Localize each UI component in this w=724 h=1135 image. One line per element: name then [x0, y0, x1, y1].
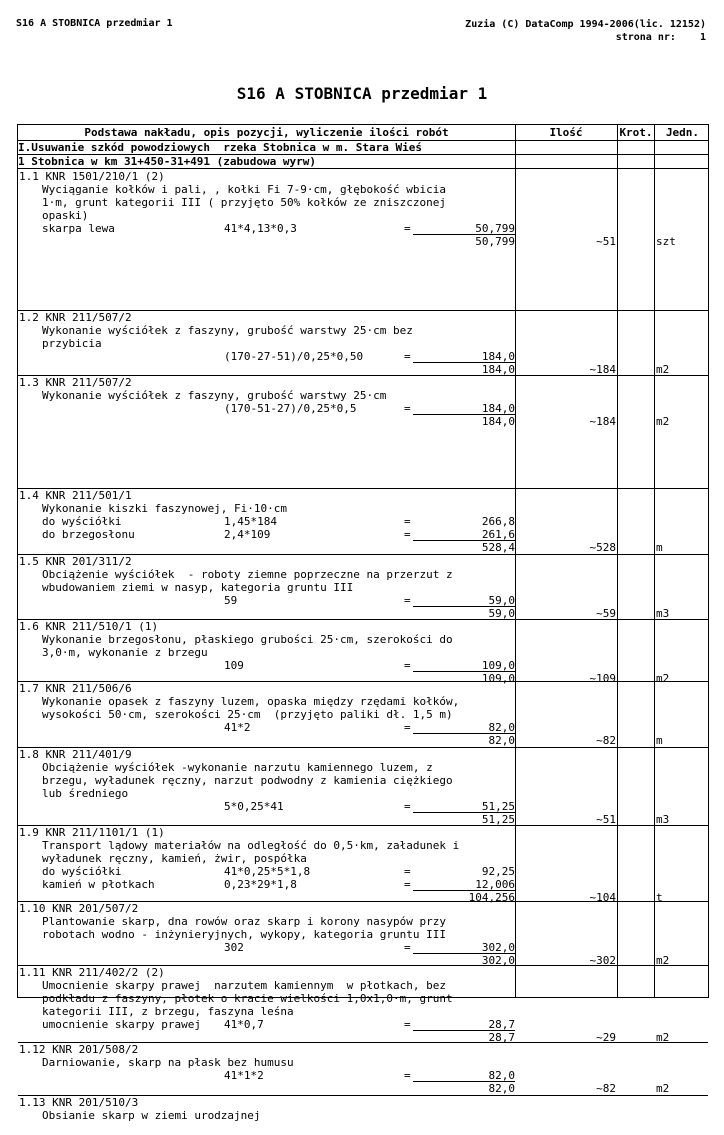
calc-label: do brzegosłonu [42, 528, 135, 541]
item-unit: m [656, 541, 663, 554]
calc-value: 92,25 [481, 865, 515, 878]
item-description: Wykonanie brzegosłonu, płaskiego grubości 25·cm, szerokości do 3,0·m, wykonanie z brzegu [42, 633, 453, 659]
item-quantity: ~104 [589, 891, 616, 904]
item-total: 104,256 [468, 891, 515, 904]
calc-value: 28,7 [488, 1018, 515, 1031]
table-row [18, 1042, 708, 1095]
calc-equals: = [404, 515, 411, 528]
item-quantity: ~59 [596, 607, 616, 620]
item-number: 1.2 KNR 211/507/2 [19, 311, 132, 324]
calc-expression: 59 [224, 594, 238, 607]
item-unit: m [656, 734, 663, 747]
calc-equals: = [404, 865, 411, 878]
item-quantity: ~109 [589, 672, 616, 685]
calc-equals: = [404, 1069, 411, 1082]
item-description: Wykonanie opasek z faszyny luzem, opaska między rzędami kołków, wysokości 50·cm, szerokości 25·cm (przyjęto paliki dł. 1,5 m) [42, 695, 460, 721]
calc-equals: = [404, 941, 411, 954]
item-number: 1.3 KNR 211/507/2 [19, 376, 132, 389]
table-row [18, 965, 708, 1042]
calc-value: 51,25 [481, 800, 515, 813]
item-unit: t [656, 891, 663, 904]
item-quantity: ~184 [589, 415, 616, 428]
item-unit: m2 [656, 954, 670, 967]
item-total: 302,0 [481, 954, 515, 967]
item-description: Wykonanie wyściółek z faszyny, grubość warstwy 25·cm bez przybicia [42, 324, 413, 350]
calc-equals: = [404, 594, 411, 607]
item-number: 1.5 KNR 201/311/2 [19, 555, 132, 568]
calc-value: 82,0 [488, 721, 515, 734]
item-number: 1.11 KNR 211/402/2 (2) [19, 966, 165, 979]
calc-expression: 41*4,13*0,3 [224, 222, 297, 235]
item-description: Wykonanie kiszki faszynowej, Fi·10·cm [42, 502, 288, 515]
calc-equals: = [404, 402, 411, 415]
item-number: 1.9 KNR 211/1101/1 (1) [19, 826, 165, 839]
calculation-line [18, 865, 515, 878]
item-quantity: ~184 [589, 363, 616, 376]
calc-equals: = [404, 222, 411, 235]
calc-equals: = [404, 800, 411, 813]
calc-equals: = [404, 528, 411, 541]
calc-expression: 1,45*184 [224, 515, 277, 528]
item-description: Obciążenie wyściółek - roboty ziemne poprzeczne na przerzut z wbudowaniem ziemi w nasyp, kategoria gruntu III [42, 568, 453, 594]
item-total: 184,0 [481, 415, 515, 428]
item-quantity: ~302 [589, 954, 616, 967]
calc-label: do wyściółki [42, 515, 122, 528]
item-quantity: ~51 [596, 813, 616, 826]
calc-value: 59,0 [488, 594, 515, 607]
item-unit: m3 [656, 813, 670, 826]
item-unit: m3 [656, 607, 670, 620]
item-unit: szt [656, 235, 676, 248]
item-total: 28,7 [488, 1031, 515, 1044]
item-unit: m2 [656, 1031, 670, 1044]
item-description: Darniowanie, skarp na płask bez humusu [42, 1056, 294, 1069]
item-description: Obsianie skarp w ziemi urodzajnej [42, 1109, 261, 1122]
table-row [18, 375, 708, 428]
item-description: Umocnienie skarpy prawej narzutem kamiennym w płotkach, bez podkładu z faszyny, płotek o kracie wielkości 1,0x1,0·m, grunt kategorii III, z brzegu, faszyna leśna [42, 979, 453, 1018]
calc-equals: = [404, 721, 411, 734]
item-description: Wykonanie wyściółek z faszyny, grubość warstwy 25·cm [42, 389, 387, 402]
table-row [18, 1095, 708, 1135]
item-number: 1.6 KNR 211/510/1 (1) [19, 620, 159, 633]
calc-value: 12,006 [475, 878, 515, 891]
item-total: 109,0 [481, 672, 515, 685]
item-quantity: ~82 [596, 734, 616, 747]
calc-label: umocnienie skarpy prawej [42, 1018, 201, 1031]
item-total: 82,0 [488, 1082, 515, 1095]
item-unit: m2 [656, 1082, 670, 1095]
item-unit: m2 [656, 415, 670, 428]
section-heading: I.Usuwanie szkód powodziowych rzeka Stobnica w m. Stara Wieś [18, 141, 422, 154]
calc-value: 261,6 [481, 528, 515, 541]
calc-expression: 41*0,25*5*1,8 [224, 865, 311, 878]
calc-expression: 41*2 [224, 721, 251, 734]
item-description: Plantowanie skarp, dna rowów oraz skarp i korony nasypów przy robotach wodno - inżynieryjnych, wykopy, kategoria gruntu III [42, 915, 446, 941]
calc-value: 82,0 [488, 1069, 515, 1082]
calc-equals: = [404, 659, 411, 672]
item-total: 184,0 [481, 363, 515, 376]
calc-label: kamień w płotkach [42, 878, 155, 891]
table-row [18, 619, 708, 685]
item-description: Wyciąganie kołków i pali, , kołki Fi 7-9·cm, głębokość wbicia 1·m, grunt kategorii III ( przyjęto 50% kołków ze zniszczonej opaski) [42, 183, 446, 222]
calc-value: 184,0 [481, 402, 515, 415]
calc-equals: = [404, 1018, 411, 1031]
item-number: 1.4 KNR 211/501/1 [19, 489, 132, 502]
calc-value: 184,0 [481, 350, 515, 363]
calc-equals: = [404, 350, 411, 363]
license-info: Zuzia (C) DataComp 1994-2006(lic. 12152) [465, 19, 706, 30]
calc-value: 266,8 [481, 515, 515, 528]
item-total: 82,0 [488, 734, 515, 747]
table-row [18, 488, 708, 554]
calc-expression: 0,23*29*1,8 [224, 878, 297, 891]
item-description: Transport lądowy materiałów na odległość do 0,5·km, załadunek i wyładunek ręczny, kamień, żwir, pospółka [42, 839, 460, 865]
item-unit: m2 [656, 363, 670, 376]
item-number: 1.1 KNR 1501/210/1 (2) [19, 170, 165, 183]
column-header-unit: Jedn. [665, 126, 700, 139]
subsection-heading: 1 Stobnica w km 31+450-31+491 (zabudowa wyrw) [18, 155, 317, 168]
item-description: Obciążenie wyściółek -wykonanie narzutu kamiennego luzem, z brzegu, wyładunek ręczny, narzut podwodny z kamienia ciężkiego lub średniego [42, 761, 453, 800]
item-total: 51,25 [481, 813, 515, 826]
calc-value: 50,799 [475, 222, 515, 235]
item-number: 1.10 KNR 201/507/2 [19, 902, 139, 915]
column-header-krot: Krot. [619, 126, 653, 139]
column-header-description: Podstawa nakładu, opis pozycji, wyliczenie ilości robót [84, 126, 449, 139]
table-row [18, 825, 708, 904]
table-row [18, 169, 708, 310]
calc-expression: 109 [224, 659, 244, 672]
calc-value: 109,0 [481, 659, 515, 672]
item-total: 50,799 [475, 235, 515, 248]
calc-expression: 41*0,7 [224, 1018, 264, 1031]
page-number: strona nr: 1 [615, 32, 706, 43]
item-number: 1.8 KNR 211/401/9 [19, 748, 132, 761]
document-header-title: S16 A STOBNICA przedmiar 1 [16, 18, 173, 29]
document-header-meta [465, 18, 706, 44]
calc-equals: = [404, 878, 411, 891]
item-number: 1.7 KNR 211/506/6 [19, 682, 132, 695]
calculation-line [18, 515, 515, 528]
page-title: S16 A STOBNICA przedmiar 1 [236, 84, 488, 103]
bill-of-quantities-table [17, 124, 709, 1122]
calc-expression: 2,4*109 [224, 528, 271, 541]
table-row [18, 310, 708, 375]
item-quantity: ~528 [589, 541, 616, 554]
item-quantity: ~82 [596, 1082, 616, 1095]
calc-expression: 41*1*2 [224, 1069, 264, 1082]
calc-value: 302,0 [481, 941, 515, 954]
calc-expression: (170-27-51)/0,25*0,50 [224, 350, 364, 363]
item-number: 1.12 KNR 201/508/2 [19, 1043, 139, 1056]
item-unit: m2 [656, 672, 670, 685]
table-row [18, 747, 708, 825]
table-row [18, 901, 708, 965]
table-row [18, 554, 708, 619]
column-header-quantity: Ilość [549, 126, 583, 139]
item-total: 528,4 [481, 541, 515, 554]
item-quantity: ~51 [596, 235, 616, 248]
item-total: 59,0 [488, 607, 515, 620]
calc-expression: 302 [224, 941, 244, 954]
calc-label: do wyściółki [42, 865, 122, 878]
table-row [18, 681, 708, 747]
item-number: 1.13 KNR 201/510/3 [19, 1096, 139, 1109]
item-quantity: ~29 [596, 1031, 616, 1044]
calc-expression: 5*0,25*41 [224, 800, 284, 813]
calc-expression: (170-51-27)/0,25*0,5 [224, 402, 357, 415]
calc-label: skarpa lewa [42, 222, 115, 235]
